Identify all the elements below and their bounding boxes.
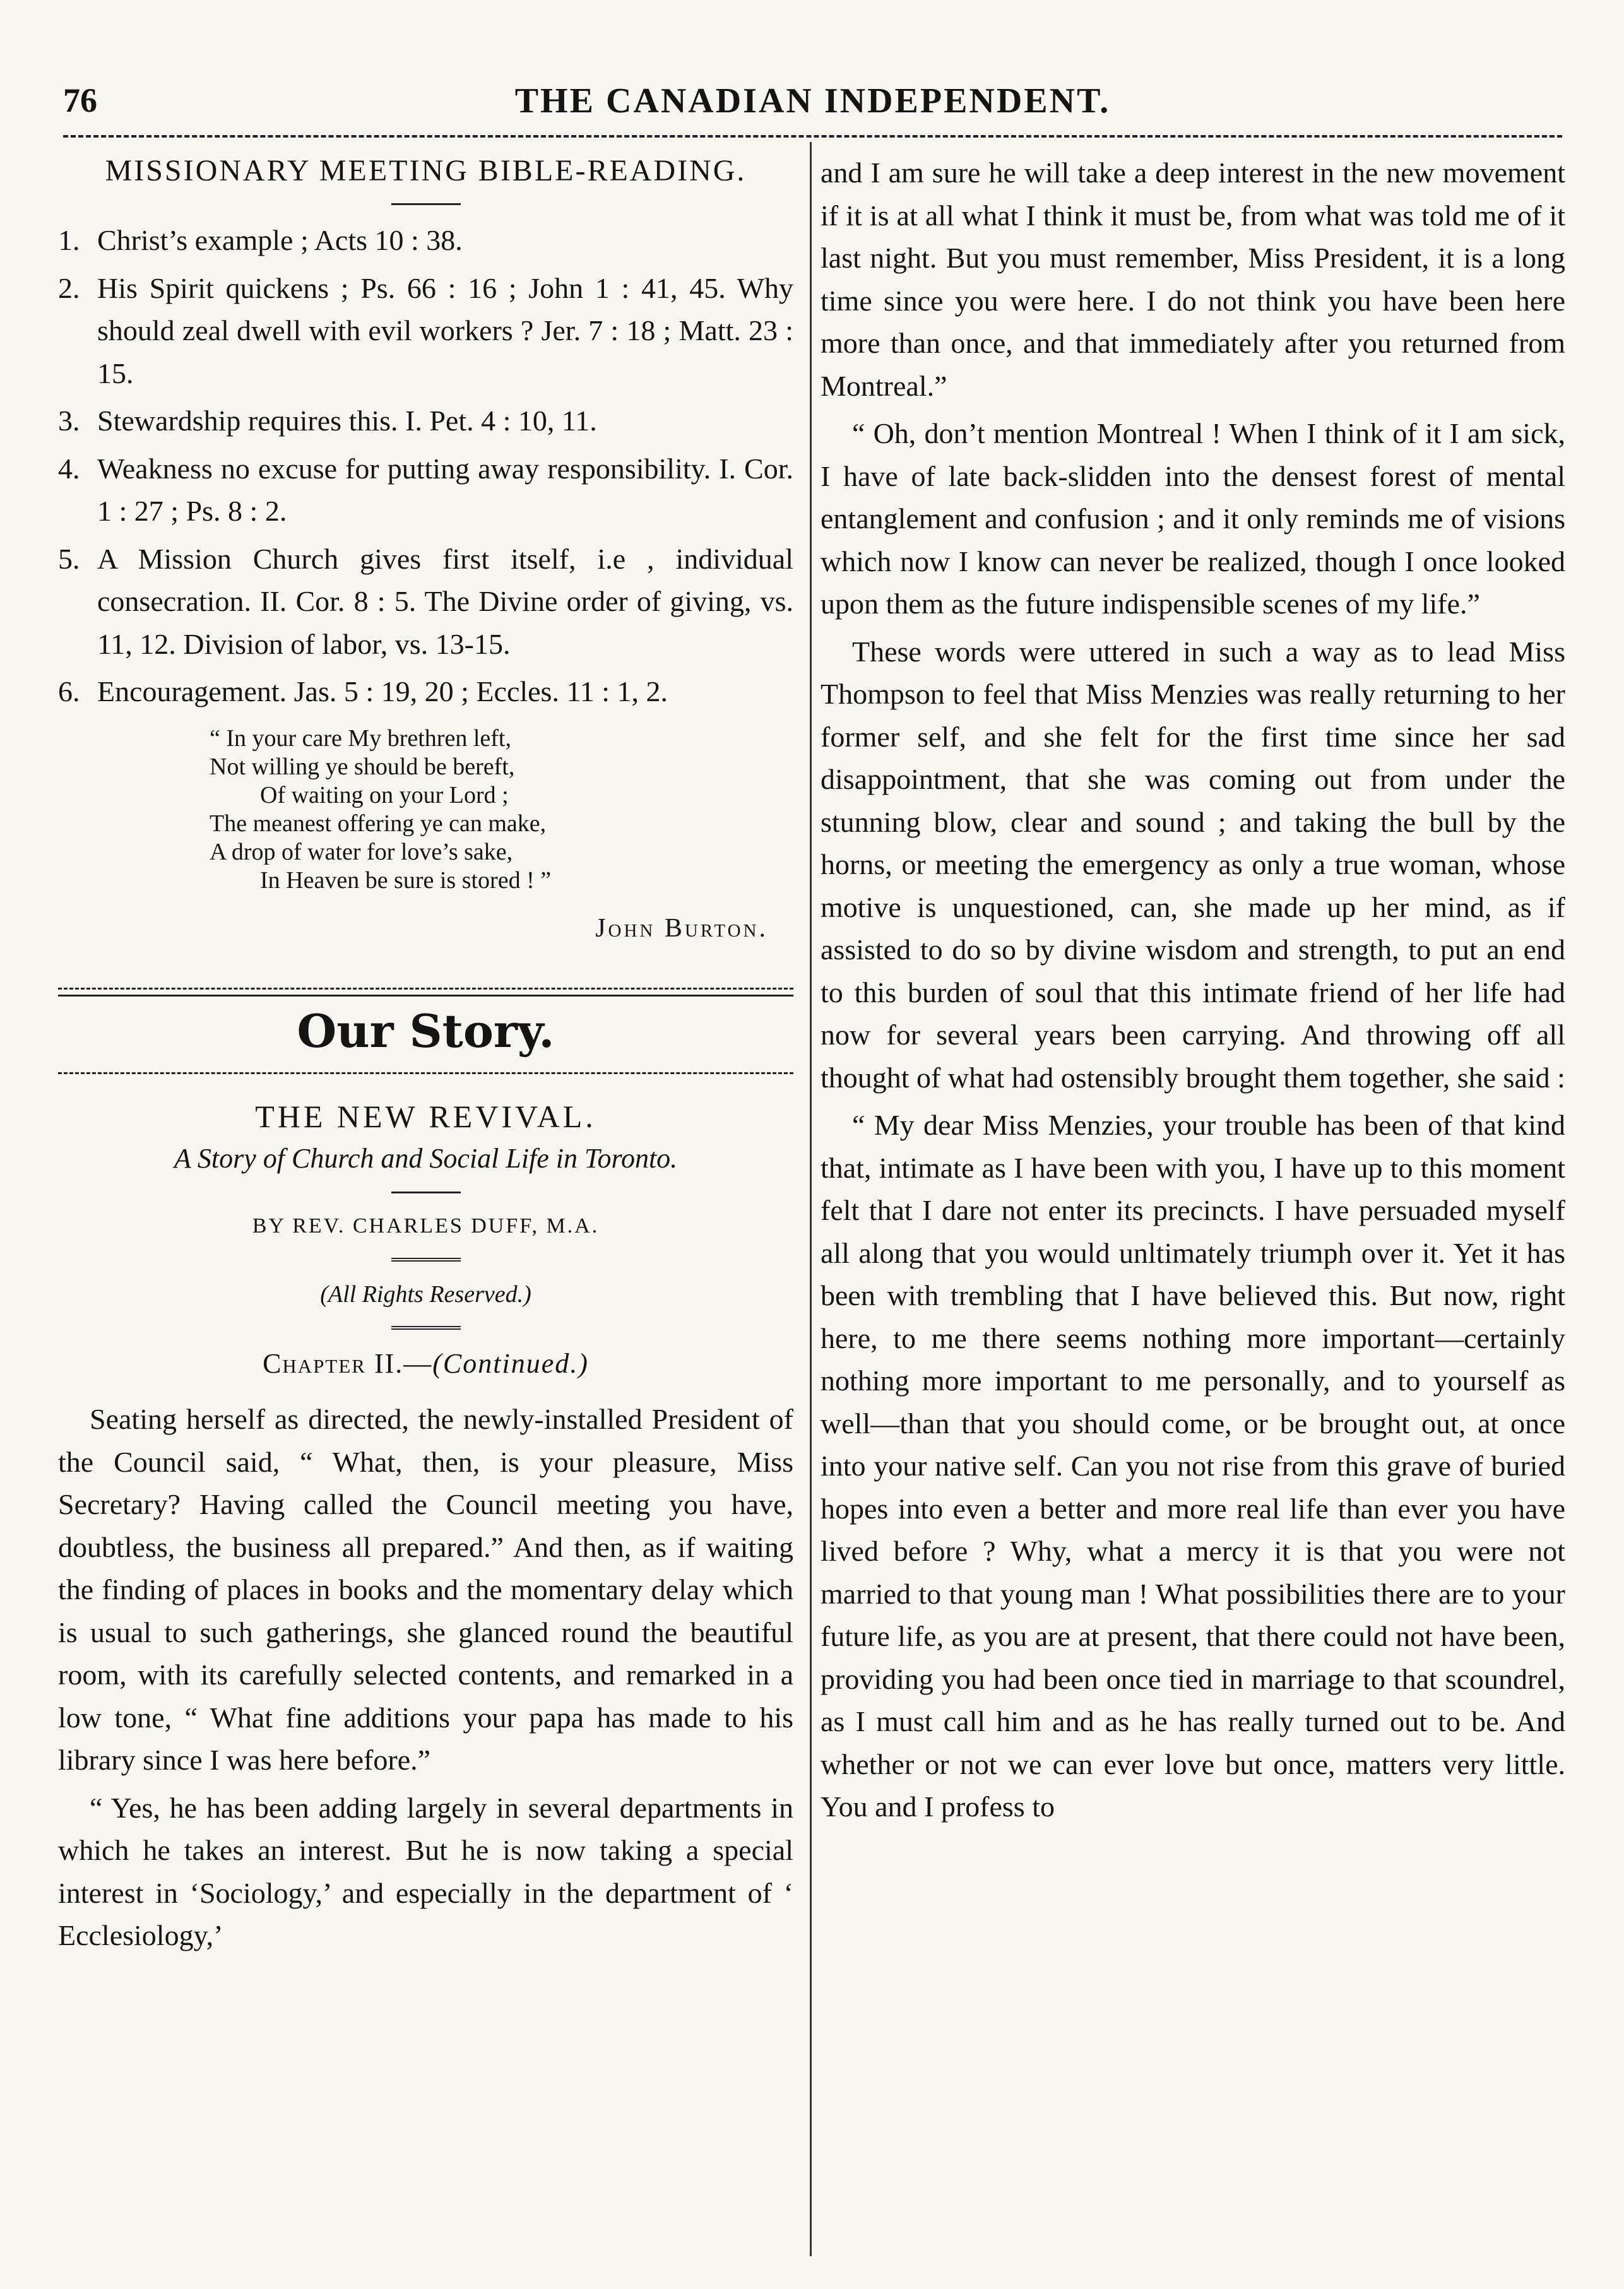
poem-line: “ In your care My brethren left, — [210, 725, 511, 752]
story-paragraph: and I am sure he will take a deep interest in the new movement if it is at all what I think it must be, from what was told me of it last night. But you must remember, Miss President, it is a long time since you were here. I do not think you have been here more than once, and that immediately after you returned from Montreal.” — [821, 157, 1565, 402]
poem-line: Not willing ye should be bereft, — [210, 753, 515, 780]
story-paragraph: “ My dear Miss Menzies, your trouble has been of that kind that, intimate as I have been with you, I have up to this moment felt that I dare not enter its precincts. I have persuaded myself all along that you would unltimately triumph over it. Yet it has been with trembling that I have believed this. But now, right here, to me there seems nothing more important—certainly nothing more important to me personally, and to yourself as well—than that you should come, or be brought out, at once into your native self. Can you not rise from this grave of buried hopes into even a better and more real life than ever you have lived before ? Why, what a mercy it is that you were not married to that young man ! What possibilities there are to your future life, as you are at present, that there could not have been, providing you had been once tied in marriage to that scoundrel, as I must call him and as he has really turned out to be. And whether or not we can ever love but once, matters very little. You and I profess to — [821, 1109, 1565, 1823]
list-item: 1. Christ’s example ; Acts 10 : 38. — [58, 224, 463, 256]
header-rule — [63, 135, 1562, 138]
story-subtitle: A Story of Church and Social Life in Toronto. — [174, 1143, 678, 1174]
list-item: 5. A Mission Church gives first itself, i.e , individual consecration. II. Cor. 8 : 5. The Divine order of giving, vs. 11, 12. Division of labor, vs. 13-15. — [58, 542, 793, 660]
poem — [210, 725, 793, 895]
section-rule — [58, 988, 793, 990]
poem-line: In Heaven be sure is stored ! ” — [260, 867, 552, 894]
poem-line: The meanest offering ye can make, — [210, 810, 547, 837]
story-paragraph: “ Yes, he has been adding largely in several departments in which he takes an interest. But he is now taking a special interest in ‘Sociology,’ and especially in the department of ‘ Ecclesiology,’ — [58, 1791, 793, 1951]
short-rule — [391, 1258, 461, 1262]
story-paragraph: Seating herself as directed, the newly-installed President of the Council said, “ What, then, is your pleasure, Miss Secretary? Having called the Council meeting you have, doubtless, the business all prepared.” And then, as if waiting the finding of places in books and the momentary delay which is usual to such gatherings, she glanced round the beautiful room, with its carefully selected contents, and remarked in a low tone, “ What fine additions your papa has made to his library since I was here before.” — [58, 1403, 793, 1776]
running-title: THE CANADIAN INDEPENDENT. — [514, 81, 1111, 121]
story-paragraph: These words were uttered in such a way as to lead Miss Thompson to feel that Miss Menzies was really returning to her former self, and she felt for the first time since her sad disappointment, that she was coming out from under the stunning blow, clear and sound ; and taking the bull by the horns, or meeting the emergency as only a true woman, whose motive is unquestioned, can, she made up her mind, as if assisted to do so by divine wisdom and strength, to put an end to this burden of soul that this intimate friend of her life had now for several years been carrying. And throwing off all thought of what had ostensibly brought them together, she said : — [821, 635, 1565, 1094]
section-rule — [58, 1072, 793, 1074]
short-rule — [391, 1326, 461, 1330]
list-item: 6. Encouragement. Jas. 5 : 19, 20 ; Eccles. 11 : 1, 2. — [58, 675, 668, 707]
left-column — [58, 151, 793, 1957]
rights-notice: (All Rights Reserved.) — [320, 1281, 531, 1308]
poem-line: Of waiting on your Lord ; — [260, 781, 509, 808]
bible-readings-list — [58, 219, 793, 713]
chapter-heading: Chapter II.—(Continued.) — [263, 1348, 589, 1379]
short-rule — [391, 1192, 461, 1193]
story-paragraph: “ Oh, don’t mention Montreal ! When I think of it I am sick, I have of late back-slidden into the densest forest of mental entanglement and confusion ; and it only reminds me of visions which now I know can never be realized, though I once looked upon them as the future indispensible scenes of my life.” — [821, 417, 1565, 620]
list-item: 3. Stewardship requires this. I. Pet. 4 : 10, 11. — [58, 405, 597, 437]
story-heading: Our Story. — [297, 1004, 555, 1058]
list-item: 2. His Spirit quickens ; Ps. 66 : 16 ; John 1 : 41, 45. Why should zeal dwell with evil workers ? Jer. 7 : 18 ; Matt. 23 : 15. — [58, 271, 793, 389]
column-divider — [810, 142, 812, 2256]
section-title: MISSIONARY MEETING BIBLE-READING. — [105, 154, 747, 187]
byline: BY REV. CHARLES DUFF, M.A. — [252, 1214, 600, 1238]
page-header — [63, 81, 1562, 125]
list-item: 4. Weakness no excuse for putting away responsibility. I. Cor. 1 : 27 ; Ps. 8 : 2. — [58, 452, 793, 527]
right-column — [821, 151, 1565, 1828]
page-number: 76 — [63, 81, 97, 119]
story-title: THE NEW REVIVAL. — [255, 1099, 596, 1134]
short-rule — [391, 203, 461, 205]
poem-author: John Burton. — [595, 913, 768, 943]
poem-line: A drop of water for love’s sake, — [210, 838, 513, 865]
